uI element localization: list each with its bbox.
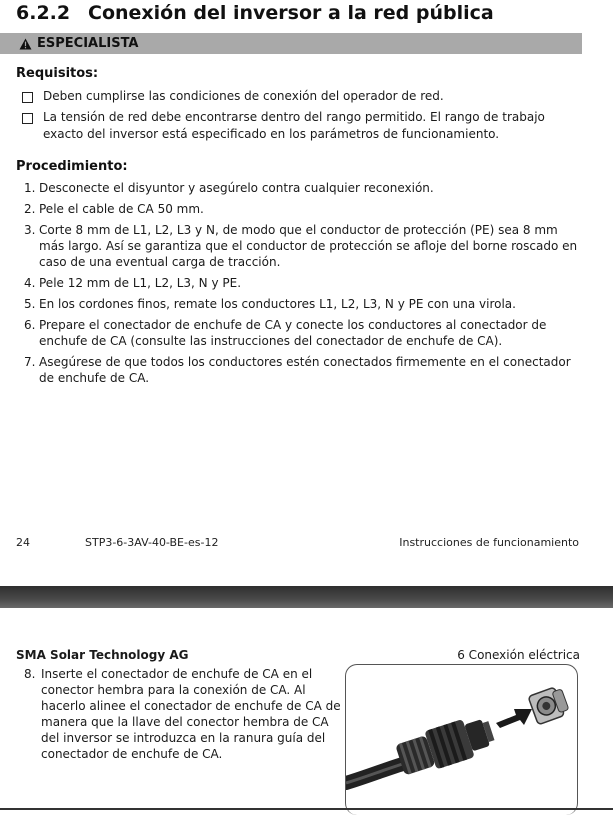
- section-number: 6.2.2: [16, 2, 71, 24]
- footer-doc-title: Instrucciones de funcionamiento: [399, 536, 579, 549]
- section-heading: [16, 2, 494, 30]
- step-number: 8.: [24, 667, 36, 681]
- procedure-steps: [24, 180, 584, 391]
- step-text: En los cordones finos, remate los conductores L1, L2, L3, N y PE con una virola.: [39, 297, 516, 311]
- procedure-step: [24, 666, 342, 762]
- step-text: Inserte el conectador de enchufe de CA en el conector hembra para la conexión de CA. Al hacerlo alinee el conectador de enchufe de CA de manera que la llave del conector hembra de CA del inversor se introduzca en la ranura guía del conectador de enchufe de CA.: [41, 667, 341, 761]
- page-header-chapter: 6 Conexión eléctrica: [457, 648, 580, 662]
- requirement-item: [22, 109, 563, 143]
- requirement-text: La tensión de red debe encontrarse dentro del rango permitido. El rango de trabajo exacto del inversor está especificado en los parámetros de funcionamiento.: [43, 110, 545, 141]
- step-text: Asegúrese de que todos los conductores estén conectados firmemente en el conectador de enchufe de CA.: [39, 355, 571, 385]
- step-number: 2.: [24, 202, 36, 216]
- page-header-company: SMA Solar Technology AG: [16, 648, 189, 662]
- step-number: 4.: [24, 276, 36, 290]
- requirement-item: [22, 88, 563, 105]
- step-number: 6.: [24, 318, 36, 332]
- requirement-text: Deben cumplirse las condiciones de conexión del operador de red.: [43, 89, 444, 103]
- step-number: 3.: [24, 223, 36, 237]
- procedure-step: [24, 180, 584, 196]
- procedure-step: [24, 222, 584, 270]
- section-title: Conexión del inversor a la red pública: [88, 2, 494, 24]
- step-number: 7.: [24, 355, 36, 369]
- requirements-title: Requisitos:: [16, 66, 99, 81]
- step-number: 1.: [24, 181, 36, 195]
- specialist-banner: [0, 33, 582, 54]
- procedure-title: Procedimiento:: [16, 159, 128, 174]
- connector-figure: [345, 664, 578, 815]
- step-text: Prepare el conectador de enchufe de CA y conecte los conductores al conectador de enchufe de CA (consulte las instrucciones del conectador de enchufe de CA).: [39, 318, 547, 348]
- checkbox-icon: [22, 92, 33, 103]
- procedure-step: [24, 317, 584, 349]
- step-text: Corte 8 mm de L1, L2, L3 y N, de modo que el conductor de protección (PE) sea 8 mm más largo. Así se garantiza que el conductor de protección se afloje del borne roscado en caso de una eventual carga de tracción.: [39, 223, 578, 269]
- step-text: Desconecte el disyuntor y asegúrelo contra cualquier reconexión.: [39, 181, 434, 195]
- procedure-step: [24, 201, 584, 217]
- banner-label: ESPECIALISTA: [37, 36, 139, 51]
- bottom-rule: [0, 808, 613, 810]
- footer-page-number: 24: [16, 536, 30, 549]
- procedure-step: [24, 354, 584, 386]
- checkbox-icon: [22, 113, 33, 124]
- step-text: Pele 12 mm de L1, L2, L3, N y PE.: [39, 276, 242, 290]
- step-number: 5.: [24, 297, 36, 311]
- document-page-25: [0, 608, 613, 813]
- warning-triangle-icon: [19, 38, 32, 50]
- footer-doc-code: STP3-6-3AV-40-BE-es-12: [85, 536, 219, 549]
- page-gap-divider: [0, 586, 613, 608]
- ac-connector-plug-illustration-icon: [346, 665, 577, 815]
- procedure-step: [24, 275, 584, 291]
- step-text: Pele el cable de CA 50 mm.: [39, 202, 204, 216]
- procedure-step: [24, 296, 584, 312]
